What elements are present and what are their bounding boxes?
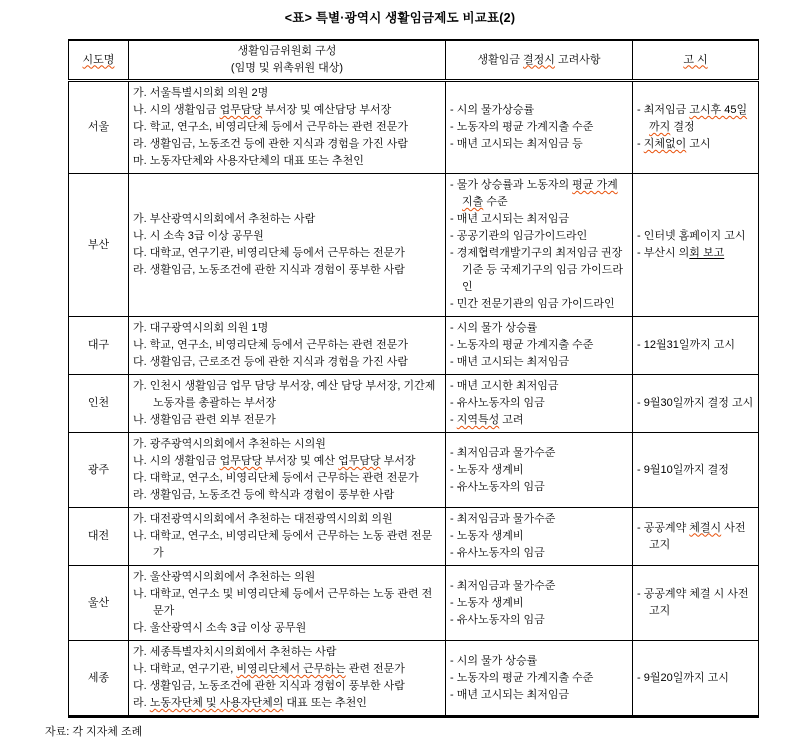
considerations-cell bbox=[446, 566, 633, 641]
composition-item: 가. 울산광역시의회에서 추천하는 의원 bbox=[133, 571, 316, 583]
composition-item: 나. 대학교, 연구소, 비영리단체 등에서 근무하는 노동 관련 전문가 bbox=[133, 530, 433, 559]
table-row bbox=[69, 81, 759, 174]
col-header-city-label bbox=[83, 54, 115, 66]
col-header-notice bbox=[633, 40, 759, 81]
composition-cell bbox=[129, 433, 446, 508]
spellcheck-underline: 업무담당 bbox=[219, 455, 263, 467]
composition-item: 가. 광주광역시의회에서 추천하는 시의원 bbox=[133, 438, 326, 450]
spellcheck-underline: 지역특성 bbox=[456, 414, 500, 426]
col-header-notice-label bbox=[683, 54, 707, 66]
composition-cell bbox=[129, 508, 446, 566]
city-name: 세종 bbox=[87, 671, 110, 684]
col-header-composition-line1: 생활임금위원회 구성 bbox=[237, 45, 337, 57]
composition-item: 라. 노동자단체 및 사용자단체의 대표 또는 추천인 bbox=[133, 697, 367, 709]
city-name: 대구 bbox=[87, 339, 110, 351]
consideration-item: - 매년 고시되는 최저임금 bbox=[450, 688, 570, 701]
considerations-cell bbox=[446, 81, 633, 174]
notice-item: - 최저임금 고시후 45일까지 결정 bbox=[637, 104, 748, 133]
considerations-cell bbox=[446, 508, 633, 566]
table-body bbox=[69, 81, 759, 717]
consideration-item: - 유사노동자의 임금 bbox=[450, 613, 545, 626]
consideration-item: - 노동자 생계비 bbox=[450, 463, 524, 476]
composition-cell bbox=[129, 174, 446, 317]
city-cell bbox=[69, 81, 129, 174]
spellcheck-underline: 비영리단체서 근무하는 bbox=[236, 663, 346, 675]
composition-item: 나. 시의 생활임금 업무담당 부서장 및 예산 업무담당 부서장 bbox=[133, 455, 416, 467]
col-header-composition bbox=[129, 40, 446, 81]
spellcheck-underline: 노동자단체 및 사용자단체의 bbox=[149, 697, 284, 709]
spellcheck-underline: 시도명 bbox=[82, 53, 115, 66]
notice-cell bbox=[633, 508, 759, 566]
consideration-item: - 노동자 생계비 bbox=[450, 596, 524, 609]
city-name: 광주 bbox=[87, 463, 110, 476]
notice-cell bbox=[633, 566, 759, 641]
composition-item: 나. 학교, 연구소, 비영리단체 등에서 근무하는 관련 전문가 bbox=[133, 339, 408, 351]
notice-item: - 지체없이 고시 bbox=[637, 138, 711, 150]
consideration-item: - 지역특성 고려 bbox=[450, 414, 524, 426]
table-row bbox=[69, 317, 759, 375]
consideration-item: - 매년 고시되는 최저임금 등 bbox=[450, 138, 583, 150]
notice-cell bbox=[633, 174, 759, 317]
city-name: 인천 bbox=[87, 397, 110, 409]
source-note: 자료: 각 지자체 조례 bbox=[45, 726, 143, 738]
composition-item: 다. 대학교, 연구소, 비영리단체 등에서 근무하는 관련 전문가 bbox=[133, 472, 419, 484]
spellcheck-underline: 업무담당 bbox=[338, 455, 381, 467]
city-cell bbox=[69, 641, 129, 717]
consideration-item: - 최저임금과 물가수준 bbox=[450, 579, 556, 592]
composition-item: 마. 노동자단체와 사용자단체의 대표 또는 추천인 bbox=[133, 155, 364, 167]
composition-item: 다. 대학교, 연구기관, 비영리단체 등에서 근무하는 전문가 bbox=[133, 247, 405, 259]
table-row bbox=[69, 174, 759, 317]
consideration-item: - 매년 고시한 최저임금 bbox=[450, 380, 559, 392]
consideration-item: - 노동자의 평균 가계지출 수준 bbox=[450, 121, 594, 133]
composition-cell bbox=[129, 566, 446, 641]
city-name: 울산 bbox=[87, 596, 110, 609]
city-cell bbox=[69, 317, 129, 375]
spellcheck-underline: 결정시 bbox=[523, 53, 555, 66]
city-cell bbox=[69, 375, 129, 433]
composition-item: 나. 시 소속 3급 이상 공무원 bbox=[133, 230, 264, 242]
composition-cell bbox=[129, 375, 446, 433]
col-header-composition-line2: (임명 및 위촉위원 대상) bbox=[230, 62, 344, 74]
considerations-cell bbox=[446, 433, 633, 508]
composition-item: 가. 부산광역시의회에서 추천하는 사람 bbox=[133, 213, 316, 225]
table-caption: <표> 특별·광역시 생활임금제도 비교표(2) bbox=[284, 11, 516, 25]
composition-item: 나. 시의 생활임금 업무담당 부서장 및 예산담당 부서장 bbox=[133, 104, 392, 116]
col-header-city bbox=[69, 40, 129, 81]
consideration-item: - 노동자의 평균 가계지출 수준 bbox=[450, 671, 594, 684]
spellcheck-underline: 평균 가계 지출 bbox=[462, 179, 618, 208]
considerations-cell bbox=[446, 375, 633, 433]
table-header bbox=[69, 40, 759, 81]
consideration-item: - 최저임금과 물가수준 bbox=[450, 513, 556, 525]
col-header-considerations bbox=[446, 40, 633, 81]
col-header-considerations-label: 생활임금 결정시 고려사항 bbox=[477, 53, 601, 66]
notice-item: - 부산시 의회 보고 bbox=[637, 247, 725, 259]
composition-cell bbox=[129, 317, 446, 375]
consideration-item: - 시의 물가 상승률 bbox=[450, 654, 538, 667]
spellcheck-underline: 지체없이 bbox=[643, 138, 687, 150]
city-name: 서울 bbox=[87, 121, 110, 133]
table-row bbox=[69, 641, 759, 717]
notice-item: - 12월31일까지 고시 bbox=[637, 339, 736, 351]
composition-cell bbox=[129, 81, 446, 174]
notice-cell bbox=[633, 375, 759, 433]
notice-item: - 인터넷 홈페이지 고시 bbox=[637, 230, 746, 242]
composition-item: 나. 생활임금 관련 외부 전문가 bbox=[133, 414, 276, 426]
city-cell bbox=[69, 508, 129, 566]
city-cell bbox=[69, 174, 129, 317]
notice-item: - 9월20일까지 고시 bbox=[637, 671, 729, 684]
consideration-item: - 매년 고시되는 최저임금 bbox=[450, 213, 570, 225]
consideration-item: - 노동자 생계비 bbox=[450, 530, 524, 542]
composition-item: 나. 대학교, 연구소 및 비영리단체 등에서 근무하는 노동 관련 전문가 bbox=[133, 588, 433, 617]
composition-item: 나. 대학교, 연구기관, 비영리단체서 근무하는 관련 전문가 bbox=[133, 663, 405, 675]
consideration-item: - 물가 상승률과 노동자의 평균 가계 지출 수준 bbox=[450, 179, 618, 208]
spellcheck-underline: 업무담당 bbox=[219, 104, 263, 116]
consideration-item: - 노동자의 평균 가계지출 수준 bbox=[450, 339, 594, 351]
notice-item: - 9월30일까지 결정 고시 bbox=[637, 397, 754, 409]
table-row bbox=[69, 566, 759, 641]
considerations-cell bbox=[446, 641, 633, 717]
composition-item: 다. 생활임금, 근로조건 등에 관한 지식과 경험을 가진 사람 bbox=[133, 356, 408, 368]
consideration-item: - 매년 고시되는 최저임금 bbox=[450, 356, 570, 368]
city-name: 대전 bbox=[87, 530, 110, 542]
composition-item: 가. 인천시 생활임금 업무 담당 부서장, 예산 담당 부서장, 기간제 노동자를 총괄하는 부서장 bbox=[133, 380, 436, 409]
city-cell bbox=[69, 566, 129, 641]
spellcheck-underline: 고 시 bbox=[683, 53, 708, 66]
consideration-item: - 민간 전문기관의 임금 가이드라인 bbox=[450, 298, 615, 310]
header-row bbox=[69, 40, 759, 81]
composition-item: 다. 학교, 연구소, 비영리단체 등에서 근무하는 관련 전문가 bbox=[133, 121, 408, 133]
considerations-cell bbox=[446, 174, 633, 317]
notice-cell bbox=[633, 433, 759, 508]
consideration-item: - 공공기관의 임금가이드라인 bbox=[450, 230, 588, 242]
consideration-item: - 유사노동자의 임금 bbox=[450, 480, 545, 493]
consideration-item: - 유사노동자의 임금 bbox=[450, 397, 545, 409]
composition-item: 가. 세종특별자치시의회에서 추천하는 사람 bbox=[133, 646, 337, 658]
composition-item: 가. 서울특별시의회 의원 2명 bbox=[133, 87, 269, 99]
notice-cell bbox=[633, 317, 759, 375]
table-row bbox=[69, 508, 759, 566]
composition-item: 라. 생활임금, 노동조건에 관한 지식과 경험이 풍부한 사람 bbox=[133, 264, 405, 276]
spellcheck-underline: 고시후 45일까지 bbox=[649, 104, 748, 133]
composition-item: 라. 생활임금, 노동조건 등에 관한 지식과 경험을 가진 사람 bbox=[133, 138, 408, 150]
consideration-item: - 유사노동자의 임금 bbox=[450, 547, 545, 559]
composition-item: 다. 울산광역시 소속 3급 이상 공무원 bbox=[133, 622, 307, 634]
composition-cell bbox=[129, 641, 446, 717]
spellcheck-underline: 회 보고 bbox=[689, 247, 725, 259]
notice-cell bbox=[633, 641, 759, 717]
consideration-item: - 경제협력개발기구의 최저임금 권장기준 등 국제기구의 임금 가이드라인 bbox=[450, 247, 623, 293]
table-row bbox=[69, 375, 759, 433]
notice-item: - 9월10일까지 결정 bbox=[637, 463, 729, 476]
notice-item: - 공공계약 체결 시 사전 고지 bbox=[637, 588, 749, 617]
living-wage-comparison-table bbox=[68, 39, 759, 718]
table-row bbox=[69, 433, 759, 508]
considerations-cell bbox=[446, 317, 633, 375]
city-name: 부산 bbox=[87, 238, 110, 251]
notice-cell bbox=[633, 81, 759, 174]
composition-item: 가. 대전광역시의회에서 추천하는 대전광역시의회 의원 bbox=[133, 513, 393, 525]
composition-item: 라. 생활임금, 노동조건 등에 학식과 경험이 풍부한 사람 bbox=[133, 489, 395, 501]
consideration-item: - 시의 물가 상승률 bbox=[450, 322, 538, 334]
composition-item: 다. 생활임금, 노동조건에 관한 지식과 경험이 풍부한 사람 bbox=[133, 680, 405, 692]
notice-item: - 공공계약 체결시 사전 고지 bbox=[637, 521, 746, 551]
city-cell bbox=[69, 433, 129, 508]
consideration-item: - 최저임금과 물가수준 bbox=[450, 446, 556, 459]
composition-item: 가. 대구광역시의회 의원 1명 bbox=[133, 322, 269, 334]
spellcheck-underline: 체결시 bbox=[689, 521, 722, 534]
consideration-item: - 시의 물가상승률 bbox=[450, 104, 535, 116]
